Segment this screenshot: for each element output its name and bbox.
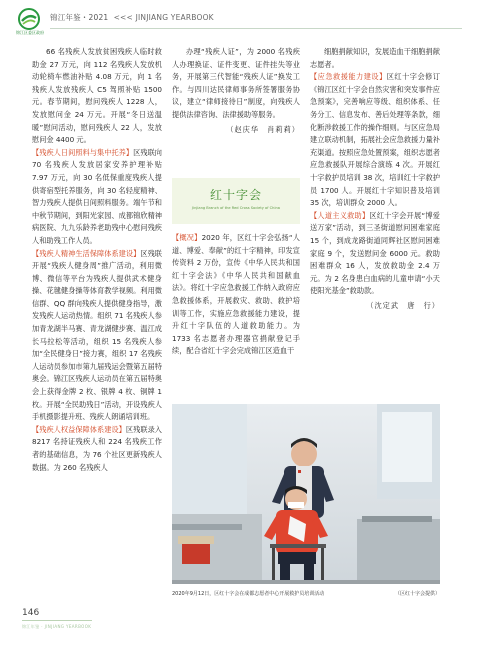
author-signature: （赵庆华 肖莉莉） — [226, 124, 300, 134]
photo-caption-text: 2020年9月12日，区红十字会在成都志愿者中心开展救护员培训活动 — [172, 591, 325, 597]
section-heading: 【残疾人日间照料与集中托养】 — [32, 147, 134, 157]
yearbook-title-en: <<< JINJIANG YEARBOOK — [113, 13, 214, 22]
footer-subtitle: 锦江年鉴 · JINJIANG YEARBOOK — [22, 624, 92, 629]
section-heading: 【人道主义救助】 — [310, 210, 370, 220]
section-emergency-rescue — [310, 71, 440, 210]
section-rights-protection — [32, 424, 162, 474]
section-body: 区残联录入 8217 名持证残疾人和 224 名残疾工作者的基础信息，为 76 个社区更新残疾人数据。为 260 名残疾人 — [32, 424, 162, 472]
header-rule — [50, 28, 462, 29]
training-photo-illustration — [172, 404, 440, 584]
section-heading: 【应急救援能力建设】 — [310, 72, 387, 82]
section-body: 区残联开展“残疾人健身周”推广活动，利用微博、微信等平台为残疾人提供武术健身操、花毽健身操等体育教学视频。利用微信群、QQ 群向残疾人提供健身指导，激发残疾人运动热情。组织 71 名残疾人参加青龙湖半马赛、青龙湖健步赛、温江成长马拉松等活动，组织 15 名残疾人参加“全民健身日”接力赛，组织 17 名残疾人运动员参加市第九届残运会暨第五届特奥会。锦江区残疾人运动员在第五届特奥会上获得金牌 2 枚、银牌 4 枚、铜牌 1 枚。开展“全民助残日”活动，开设残疾人手机摄影提升班、残疾人朗诵培训班。 — [32, 248, 162, 422]
section-body: 区红十字会修订《锦江区红十字会自然灾害和突发事件应急预案》，完善响应等级、组织体系、任务分工、信息发布、善后处理等条款，细化断涉救援工作的操作细则。与区应急局建立联动机制，拓展社会应急救援力量补充渠道。按照应急处置预案，组织志愿者应急救援队开展综合演练 4 次。开展红十字救护员培训 38 次，培训红十字救护员 1700 人。开展红十字知识普及培训 35 次，培训群众 2000 人。 — [310, 72, 440, 208]
section-humanitarian-aid — [310, 210, 440, 298]
red-cross-section-banner — [172, 178, 300, 224]
author-signature: （沈定武 唐 行） — [366, 300, 440, 310]
section-overview — [172, 232, 300, 358]
section-heading: 【残疾人精神生活保障体系建设】 — [32, 248, 141, 258]
logo-caption: 锦江区委区政府 — [16, 30, 44, 35]
paragraph: 办理“残疾人证”，为 2000 名残疾人办理换证、证件变更、证件挂失等业务，开展第三代智能“残疾人证”换发工作。与四川达民律师事务所签署服务协议，建立“律师接待日”制度，向残疾人提供法律咨询、法律援助等服务。 — [172, 47, 300, 119]
page-header — [18, 8, 462, 42]
section-body: 区残联向 70 名残疾人发放居家安养护理补贴 7.97 万元，向 30 名低保重度残疾人提供寄宿型托养服务，向 30 名轻度精神、智力残疾人提供日间照料服务。端午节和中秋节期间，到阳光家园、成都锦欣精神病医院、九九乐龄养老助残中心慰问残疾人和助残工作人员。 — [32, 147, 162, 245]
paragraph: 细胞捐献知识，发展造血干细胞捐献志愿者。 — [310, 47, 440, 69]
section-body: 2020 年，区红十字会弘扬“人道、博爱、奉献”的红十字精神，印发宣传资料 2 万份，宣传《中华人民共和国红十字会法》《中华人民共和国献血法》。将红十字应急救援工作纳入政府应急救援体系，开展救灾、救助、救护培训等工作，实施应急救援能力建设，提升红十字队伍的人道救助能力。为 1733 名志愿者办理器官捐献登记手续，配合省红十字会完成锦江区造血干 — [172, 233, 300, 356]
jinjiang-logo-icon — [18, 8, 40, 30]
column-3 — [310, 46, 440, 312]
column-2-lower — [172, 232, 300, 358]
column-2 — [172, 46, 300, 136]
section-spiritual-life — [32, 248, 162, 424]
section-heading: 【概况】 — [172, 233, 202, 242]
footer-rule — [22, 620, 92, 621]
column-1 — [32, 46, 162, 474]
banner-title: 红十字会 — [209, 188, 262, 202]
section-day-care — [32, 147, 162, 248]
yearbook-title — [50, 12, 214, 23]
photo-credit: （区红十字会提供） — [394, 591, 440, 597]
training-photo — [172, 404, 440, 584]
section-heading: 【残疾人权益保障体系建设】 — [32, 424, 126, 434]
yearbook-title-cn: 锦江年鉴・2021 — [50, 13, 109, 22]
photo-caption — [172, 590, 440, 597]
paragraph: 66 名残疾人发放贫困残疾人临时救助金 27 万元，向 112 名残疾人发放机动轮椅车燃油补贴 4.08 万元，向 1 名残疾人发放残疾人 C5 驾照补贴 1500 元。春节期间，慰问残疾人 1228 人，发放慰问金 24 万元。开展“冬日送温暖”慰问活动，慰问残疾人 22 人，发放慰问金 4400 元。 — [32, 47, 162, 145]
section-body: 区红十字会开展“博爱送万家”活动，到三圣街道慰问困难家庭 15 个，到成龙路街道同辉社区慰问困难家庭 9 个，发送慰问金 6000 元。救助困难群众 16 人，发放救助金 2.4 万元。为 2 名身患白血病的儿童申请“小天使阳光基金”救助款。 — [310, 210, 440, 296]
page-number: 146 — [22, 608, 40, 618]
banner-subtitle: Jinjiang Branch of the Red Cross Society of China — [192, 206, 280, 210]
